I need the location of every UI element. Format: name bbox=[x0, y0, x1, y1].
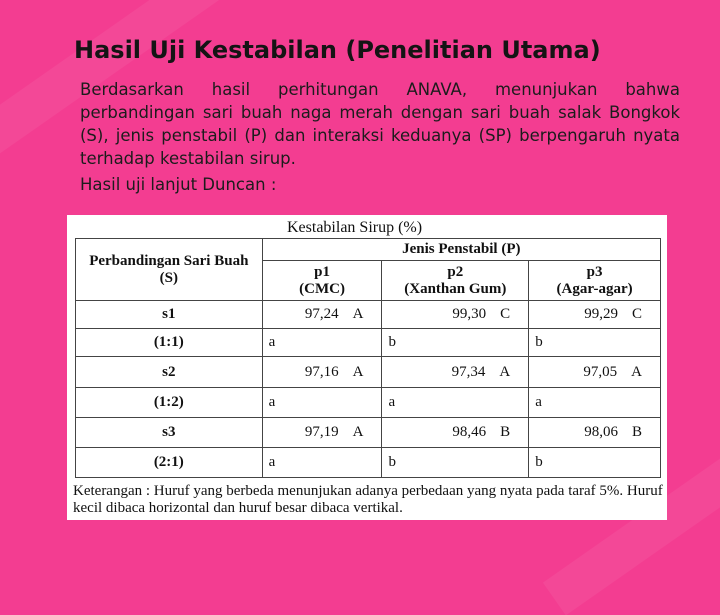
row-header-label: Perbandingan Sari Buah (S) bbox=[89, 252, 249, 286]
row-ratio: (1:2) bbox=[76, 387, 263, 417]
value-cell: 97,19 A bbox=[262, 417, 382, 447]
table-row-s3-letters bbox=[76, 447, 661, 477]
table-row-s3 bbox=[76, 417, 661, 447]
table-row-s2 bbox=[76, 357, 661, 387]
table-note: Keterangan : Huruf yang berbeda menunjukan adanya perbedaan yang nyata pada taraf 5%. Huruf kecil dibaca horizontal dan huruf besar dibaca vertikal. bbox=[73, 483, 663, 516]
lower-letter-cell: a bbox=[262, 329, 382, 357]
value-cell: 98,06 B bbox=[529, 417, 661, 447]
anava-paragraph: Berdasarkan hasil perhitungan ANAVA, menunjukan bahwa perbandingan sari buah naga merah dengan sari buah salak Bongkok (S), jenis penstabil (P) dan interaksi keduanya (SP) berpengaruh nyata terhadap kestabilan sirup. bbox=[80, 80, 680, 168]
value-cell: 98,46 B bbox=[382, 417, 529, 447]
row-level: s1 bbox=[76, 301, 263, 329]
value-cell: 99,30 C bbox=[382, 301, 529, 329]
value-cell: 97,05 A bbox=[529, 357, 661, 387]
slide-title: Hasil Uji Kestabilan (Penelitian Utama) bbox=[74, 36, 601, 64]
column-name: (CMC) bbox=[299, 280, 345, 297]
lower-letter-cell: a bbox=[262, 387, 382, 417]
lower-letter-cell: b bbox=[529, 329, 661, 357]
column-code: p2 bbox=[447, 263, 464, 280]
table-row-s1-letters bbox=[76, 329, 661, 357]
row-level: s2 bbox=[76, 357, 263, 387]
column-name: (Agar-agar) bbox=[556, 280, 633, 297]
table-row-s1 bbox=[76, 301, 661, 329]
lower-letter-cell: b bbox=[382, 447, 529, 477]
lower-letter-cell: b bbox=[382, 329, 529, 357]
row-header-cell bbox=[76, 239, 263, 301]
column-header-p3 bbox=[529, 261, 661, 301]
column-header-p1 bbox=[262, 261, 382, 301]
row-ratio: (2:1) bbox=[76, 447, 263, 477]
row-ratio: (1:1) bbox=[76, 329, 263, 357]
slide-body bbox=[80, 78, 680, 196]
value-cell: 99,29 C bbox=[529, 301, 661, 329]
value-cell: 97,34 A bbox=[382, 357, 529, 387]
value-cell: 97,16 A bbox=[262, 357, 382, 387]
row-level: s3 bbox=[76, 417, 263, 447]
column-code: p1 bbox=[314, 263, 330, 280]
column-name: (Xanthan Gum) bbox=[404, 280, 507, 297]
lower-letter-cell: a bbox=[529, 387, 661, 417]
lower-letter-cell: a bbox=[262, 447, 382, 477]
column-header-p2 bbox=[382, 261, 529, 301]
stability-table bbox=[75, 238, 661, 478]
column-code: p3 bbox=[586, 263, 603, 280]
table-row-s2-letters bbox=[76, 387, 661, 417]
lower-letter-cell: a bbox=[382, 387, 529, 417]
lower-letter-cell: b bbox=[529, 447, 661, 477]
table-caption: Kestabilan Sirup (%) bbox=[287, 219, 423, 236]
duncan-subheading: Hasil uji lanjut Duncan : bbox=[80, 175, 277, 194]
group-header-label: Jenis Penstabil (P) bbox=[402, 241, 521, 258]
value-cell: 97,24 A bbox=[262, 301, 382, 329]
group-header-cell bbox=[262, 239, 660, 261]
results-table-panel bbox=[67, 215, 667, 520]
